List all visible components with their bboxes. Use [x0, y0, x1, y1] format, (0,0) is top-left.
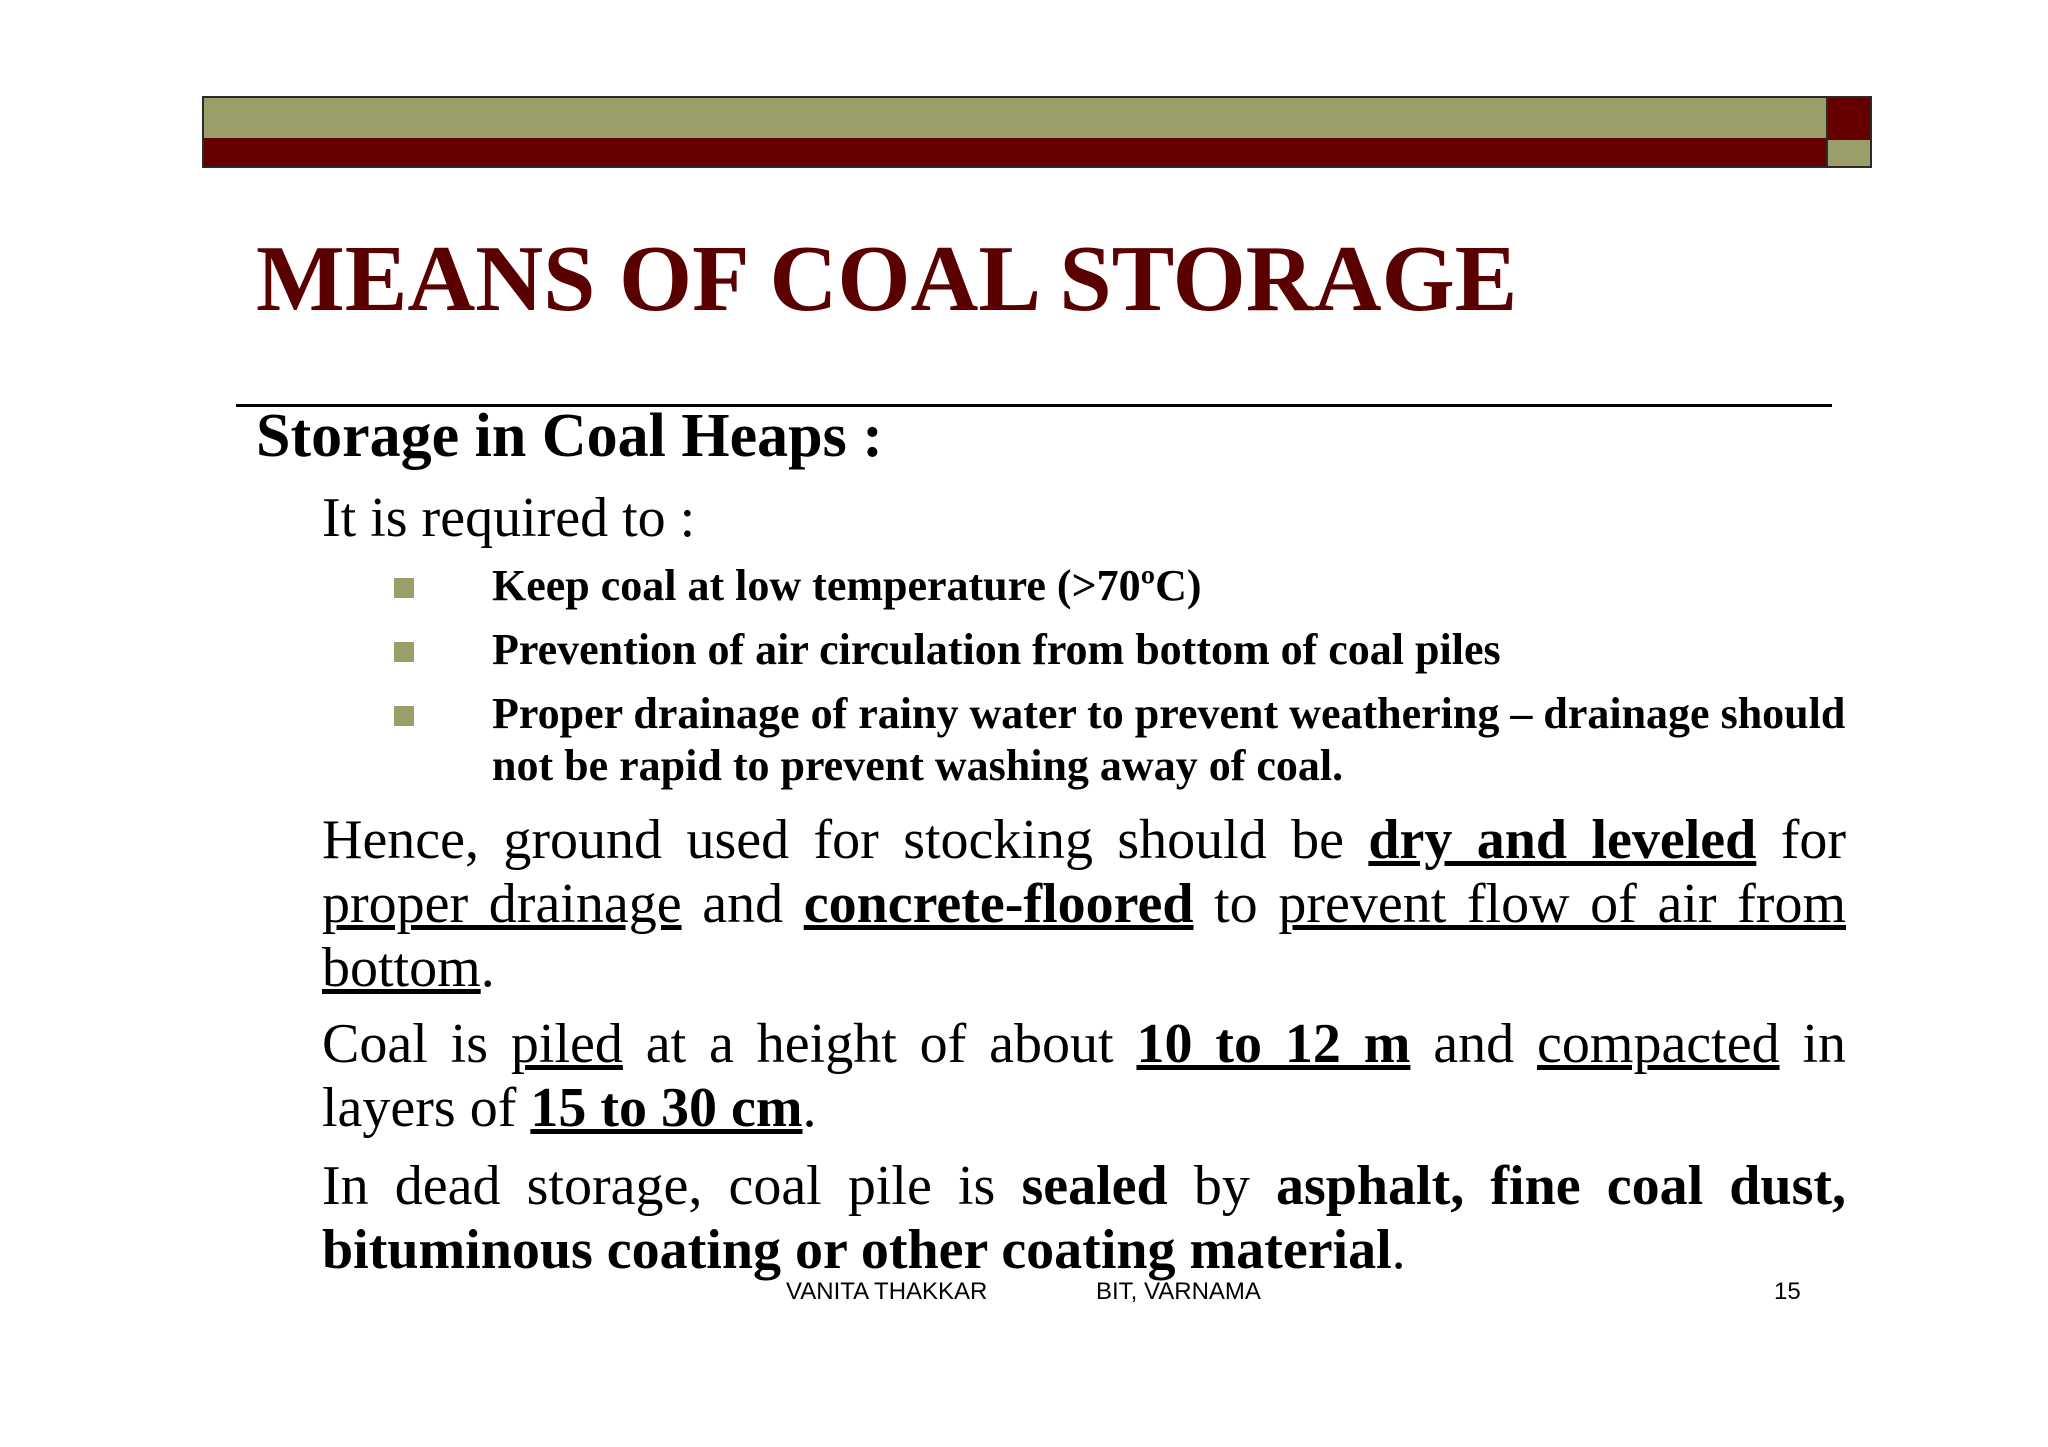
emphasis-concrete-floored: concrete-floored: [803, 873, 1194, 935]
footer-author: VANITA THAKKAR: [786, 1278, 988, 1305]
emphasis-proper-drainage: proper drainage: [322, 873, 682, 935]
slide-title: MEANS OF COAL STORAGE: [256, 227, 1518, 331]
header-band-olive: [202, 96, 1828, 140]
text-run: to: [1193, 873, 1279, 935]
list-item-text: Proper drainage of rainy water to prevent weathering – drainage should not be rapid to prevent washing away of coal.: [492, 689, 1846, 790]
header-corner-maroon: [1826, 96, 1872, 142]
text-run: Coal is: [322, 1013, 511, 1075]
header-band-maroon: [202, 138, 1828, 168]
page-number: 15: [1774, 1278, 1801, 1305]
text-run: for: [1756, 809, 1846, 871]
bullet-square-icon: [394, 706, 414, 726]
text-run: .: [1391, 1219, 1406, 1281]
list-item-text: Prevention of air circulation from bottom of coal piles: [492, 625, 1501, 674]
intro-text: It is required to :: [322, 487, 696, 549]
text-run: In dead storage, coal pile is: [322, 1155, 1022, 1217]
emphasis-dry-and-leveled: dry and leveled: [1368, 809, 1757, 871]
list-item: [390, 624, 1850, 676]
list-item-text: Keep coal at low temperature (>70ºC): [492, 561, 1202, 610]
footer-institute: BIT, VARNAMA: [1096, 1278, 1261, 1305]
bullet-square-icon: [394, 578, 414, 598]
list-item: [390, 688, 1850, 792]
text-run: in layers of: [322, 1013, 1847, 1139]
text-run: .: [480, 937, 495, 999]
pile-paragraph: [322, 1012, 1846, 1140]
text-run: Hence, ground used for stocking should be: [322, 809, 1369, 871]
text-run: by: [1167, 1155, 1276, 1217]
section-heading: Storage in Coal Heaps :: [256, 402, 883, 470]
text-run: .: [802, 1077, 817, 1139]
requirements-list: [390, 560, 1850, 804]
emphasis-height: 10 to 12 m: [1136, 1013, 1411, 1075]
emphasis-prevent-air-flow: prevent flow of air from bottom: [322, 873, 1847, 999]
emphasis-sealed: sealed: [1021, 1155, 1168, 1217]
ground-paragraph: [322, 808, 1846, 1000]
emphasis-compacted: compacted: [1537, 1013, 1780, 1075]
text-run: and: [681, 873, 804, 935]
header-corner-olive: [1826, 140, 1872, 168]
emphasis-piled: piled: [510, 1013, 623, 1075]
text-run: at a height of about: [622, 1013, 1137, 1075]
list-item: [390, 560, 1850, 612]
emphasis-coating-materials: asphalt, fine coal dust, bituminous coating or other coating material: [322, 1155, 1847, 1281]
text-run: and: [1410, 1013, 1538, 1075]
emphasis-layer-thickness: 15 to 30 cm: [530, 1077, 803, 1139]
dead-storage-paragraph: [322, 1154, 1846, 1282]
bullet-square-icon: [394, 642, 414, 662]
